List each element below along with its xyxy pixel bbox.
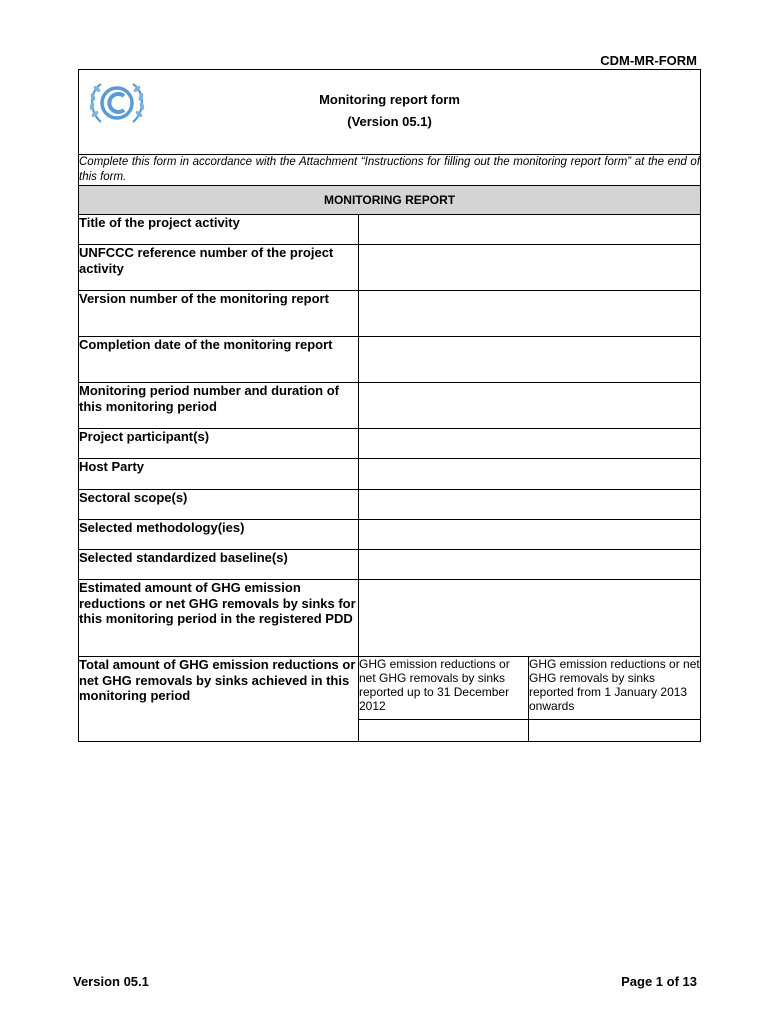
field-value-methodology[interactable] xyxy=(359,520,701,550)
field-value-sectoral-scope[interactable] xyxy=(359,490,701,520)
field-value-monitoring-period[interactable] xyxy=(359,383,701,429)
total-value-2013[interactable] xyxy=(529,720,701,742)
field-label: UNFCCC reference number of the project activity xyxy=(79,245,359,291)
form-version: (Version 05.1) xyxy=(347,114,432,129)
total-value-2012[interactable] xyxy=(359,720,529,742)
field-label: Project participant(s) xyxy=(79,429,359,459)
form-title: Monitoring report form xyxy=(319,92,460,107)
total-col-header-2013: GHG emission reductions or net GHG removals by sinks reported from 1 January 2013 onwards xyxy=(529,657,701,720)
field-value-title[interactable] xyxy=(359,215,701,245)
field-label: Version number of the monitoring report xyxy=(79,291,359,337)
field-value-version-number[interactable] xyxy=(359,291,701,337)
footer-version: Version 05.1 xyxy=(73,974,149,989)
field-value-standardized-baseline[interactable] xyxy=(359,550,701,580)
monitoring-report-form xyxy=(78,69,701,742)
form-code: CDM-MR-FORM xyxy=(600,53,697,68)
field-label: Host Party xyxy=(79,459,359,490)
field-label: Title of the project activity xyxy=(79,215,359,245)
field-label: Completion date of the monitoring report xyxy=(79,337,359,383)
field-label: Sectoral scope(s) xyxy=(79,490,359,520)
unfccc-logo-icon xyxy=(87,78,147,130)
field-value-host-party[interactable] xyxy=(359,459,701,490)
field-label: Selected standardized baseline(s) xyxy=(79,550,359,580)
field-label: Estimated amount of GHG emission reductions or net GHG removals by sinks for this monitoring period in the registered PDD xyxy=(79,580,359,657)
field-label: Selected methodology(ies) xyxy=(79,520,359,550)
field-value-participants[interactable] xyxy=(359,429,701,459)
instructions-text: Complete this form in accordance with the Attachment “Instructions for filling out the monitoring report form” at the end of this form. xyxy=(79,155,701,186)
total-col-header-2012: GHG emission reductions or net GHG removals by sinks reported up to 31 December 2012 xyxy=(359,657,529,720)
field-value-reference-number[interactable] xyxy=(359,245,701,291)
section-title: MONITORING REPORT xyxy=(79,186,701,215)
field-label: Monitoring period number and duration of this monitoring period xyxy=(79,383,359,429)
form-header xyxy=(79,70,701,155)
field-value-completion-date[interactable] xyxy=(359,337,701,383)
page-number: Page 1 of 13 xyxy=(621,974,697,989)
field-value-estimated-amount[interactable] xyxy=(359,580,701,657)
total-amount-label: Total amount of GHG emission reductions or net GHG removals by sinks achieved in this monitoring period xyxy=(79,657,359,742)
